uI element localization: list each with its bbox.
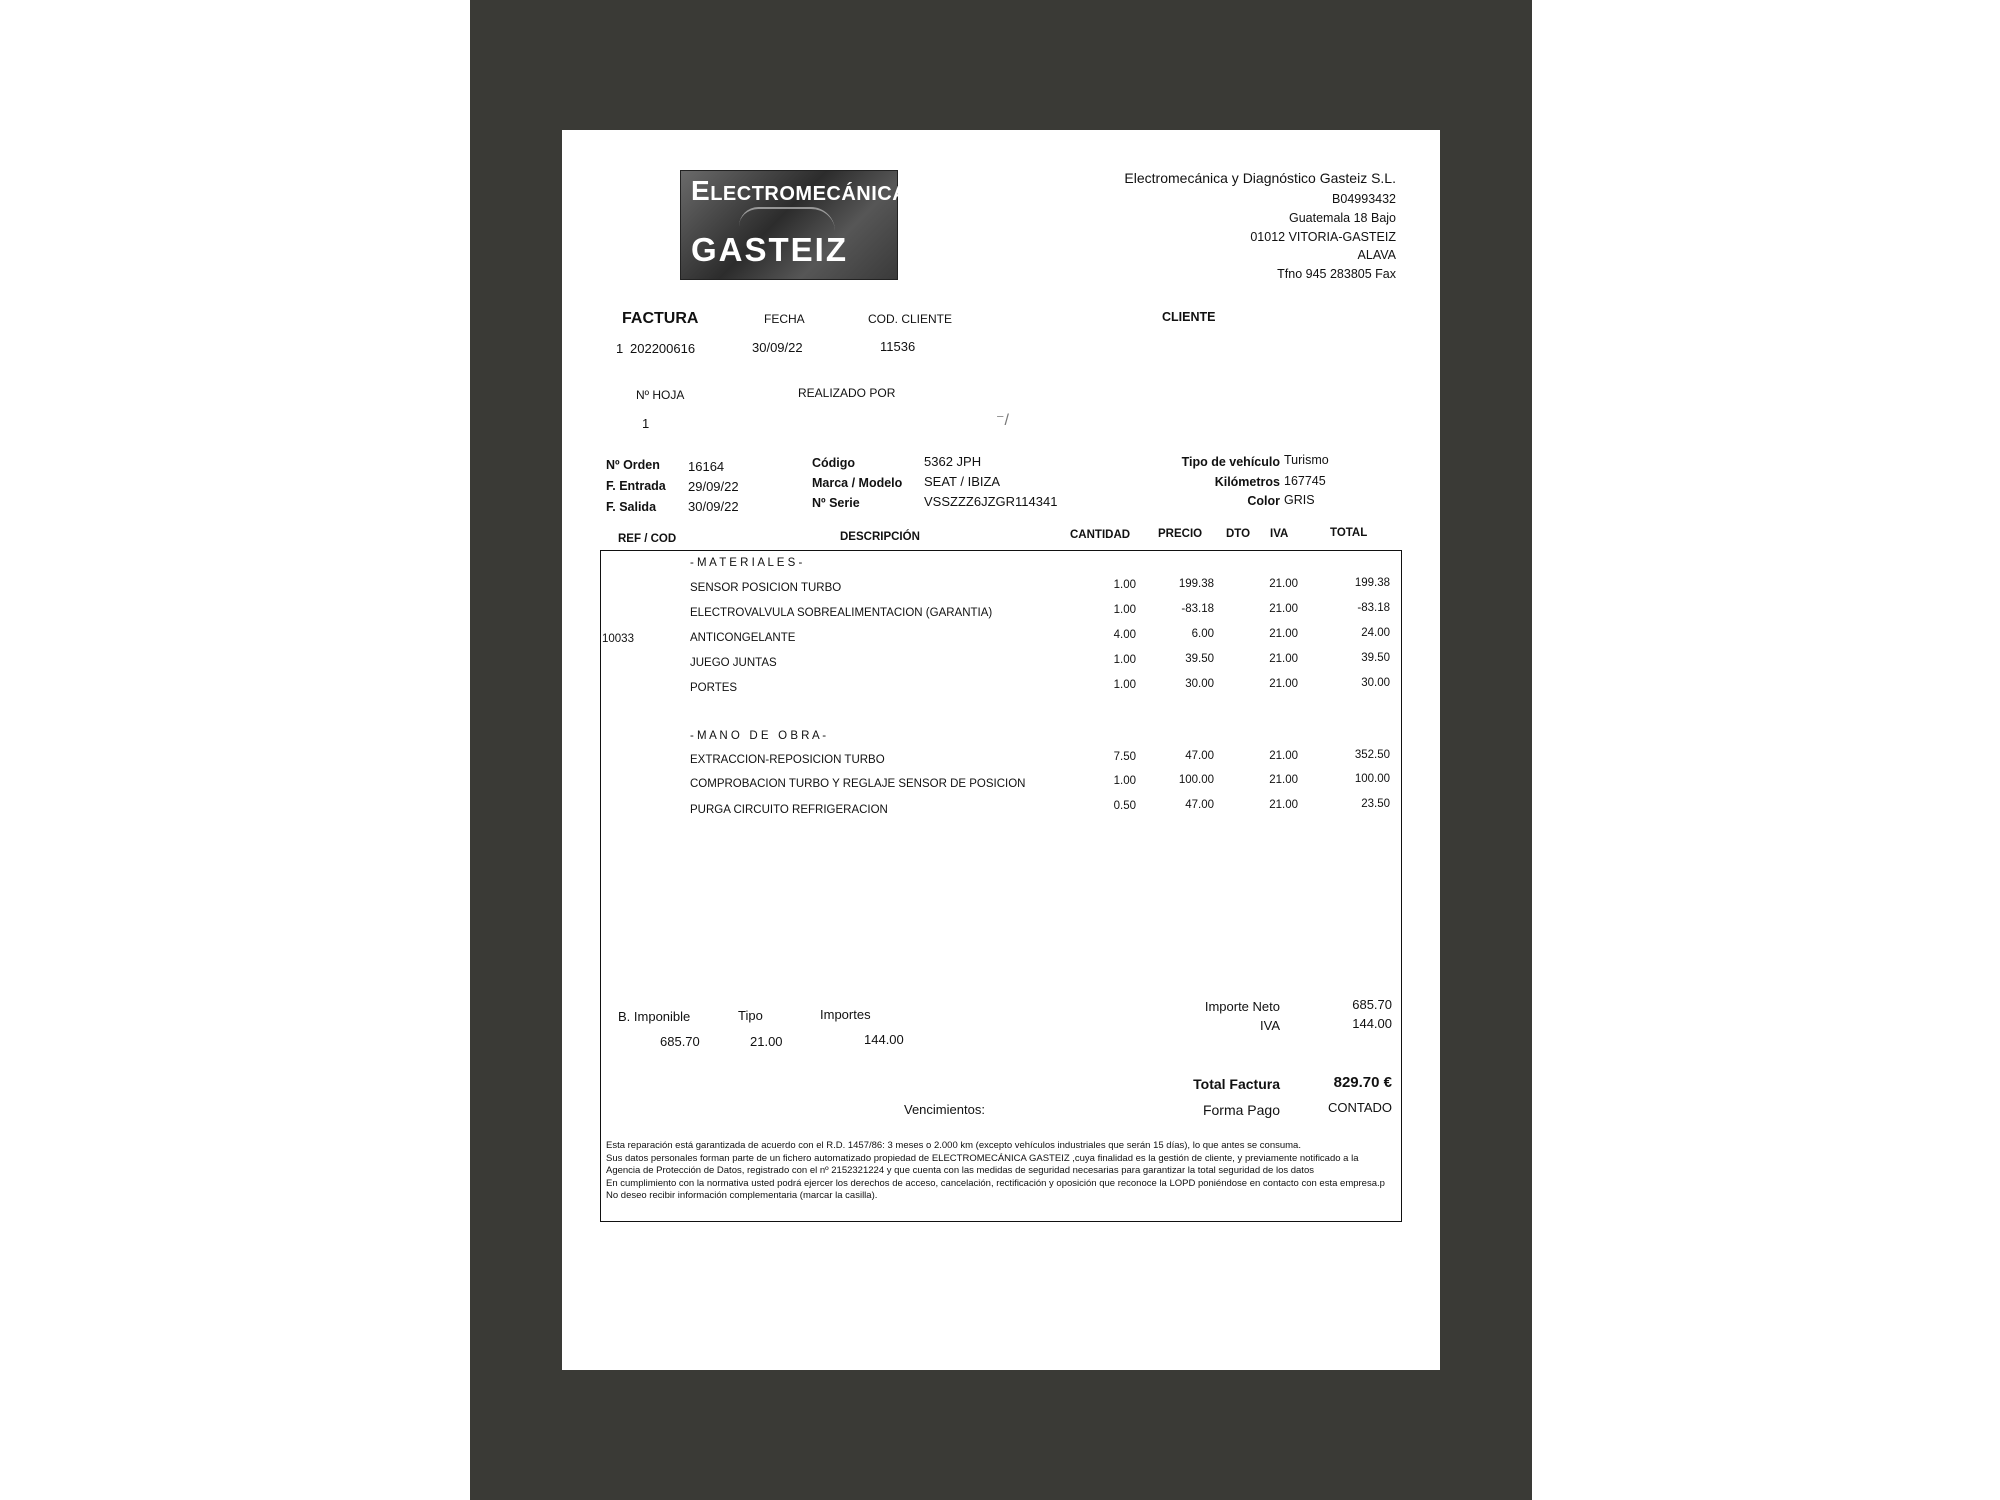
row-iva: 21.00: [1269, 653, 1298, 665]
row-total: 30.00: [1361, 677, 1390, 689]
col-cant: CANTIDAD: [1070, 529, 1131, 541]
row-iva: 21.00: [1269, 578, 1298, 590]
codigo-label: Código: [812, 456, 856, 470]
section-title: - M A N O D E O B R A -: [690, 730, 827, 742]
company-info: [1124, 170, 1396, 281]
row-precio: 6.00: [1191, 628, 1214, 640]
row-iva: 21.00: [1269, 750, 1298, 762]
row-iva: 21.00: [1269, 603, 1298, 615]
legal-paragraph: Esta reparación está garantizada de acuerdo con el R.D. 1457/86: 3 meses o 2.000 km (excepto vehículos industriales que serán 15 días), lo que antes se consuma.: [606, 1140, 1301, 1151]
col-ref: REF / COD: [618, 533, 677, 545]
row-precio: 47.00: [1185, 799, 1214, 811]
row-cant: 1.00: [1113, 654, 1136, 666]
forma-pago-label: Forma Pago: [1202, 1102, 1280, 1118]
legal-paragraph: Sus datos personales forman parte de un fichero automatizado propiedad de ELECTROMECÁNICA GASTEIZ ,cuya finalidad es la gestión de cliente, y previamente notificado a la Agencia de Protección de Datos, registrado con el nº 2152321224 y que cuenta con las medidas de seguridad necesarias para garantizar la total seguridad de los datos: [606, 1152, 1359, 1176]
col-total: TOTAL: [1330, 527, 1368, 539]
row-precio: 47.00: [1185, 750, 1214, 762]
row-desc: PURGA CIRCUITO REFRIGERACION: [690, 804, 888, 816]
total-value: 829.70 €: [1333, 1074, 1392, 1091]
legal-paragraph: En cumplimiento con la normativa usted podrá ejercer los derechos de acceso, cancelación, rectificación y oposición que reconoce la LOPD poniéndose en contacto con esta empresa.p No deseo recibir información complementaria (marcar la casilla).: [606, 1177, 1385, 1201]
total-label: Total Factura: [1193, 1076, 1280, 1092]
row-total: 352.50: [1354, 749, 1390, 761]
row-precio: 39.50: [1185, 653, 1214, 665]
salida-label: F. Salida: [606, 500, 657, 514]
salida-value: 30/09/22: [688, 499, 739, 514]
tipo-label: Tipo de vehículo: [1181, 455, 1280, 469]
factura-prefix: 1: [616, 341, 624, 356]
company-cif: B04993432: [1332, 192, 1396, 206]
logo-line-1: ELECTROMECÁNICA: [691, 175, 908, 206]
importes-value: 144.00: [864, 1032, 904, 1047]
cod-cliente-value: 11536: [880, 339, 916, 354]
tipo-value: Turismo: [1284, 453, 1329, 467]
row-cant: 4.00: [1113, 629, 1136, 641]
vencimientos-label: Vencimientos:: [904, 1102, 985, 1117]
row-total: 23.50: [1361, 798, 1390, 810]
row-total: 199.38: [1354, 577, 1390, 589]
fecha-value: 30/09/22: [752, 340, 803, 355]
company-logo: [680, 170, 908, 280]
tipo-iva-value: 21.00: [750, 1034, 783, 1049]
neto-label: Importe Neto: [1204, 999, 1280, 1014]
row-desc: COMPROBACION TURBO Y REGLAJE SENSOR DE POSICION: [690, 778, 1026, 790]
row-iva: 21.00: [1269, 678, 1298, 690]
realizado-mark: ⁻/: [996, 412, 1009, 429]
row-total: -83.18: [1357, 602, 1390, 614]
col-precio: PRECIO: [1158, 528, 1203, 540]
row-desc: ELECTROVALVULA SOBREALIMENTACION (GARANTIA): [690, 607, 993, 619]
company-province: ALAVA: [1357, 248, 1396, 262]
cliente-label: CLIENTE: [1162, 310, 1216, 324]
base-value: 685.70: [660, 1034, 700, 1049]
base-label: B. Imponible: [618, 1009, 691, 1024]
row-desc: SENSOR POSICION TURBO: [690, 582, 842, 594]
company-name: Electromecánica y Diagnóstico Gasteiz S.L.: [1124, 170, 1396, 186]
legal-text: [606, 1140, 1386, 1203]
col-dto: DTO: [1226, 528, 1251, 540]
iva-total-value: 144.00: [1352, 1016, 1392, 1031]
factura-number: 202200616: [630, 341, 696, 356]
col-iva: IVA: [1270, 528, 1289, 540]
realizado-label: REALIZADO POR: [798, 386, 896, 400]
row-desc: ANTICONGELANTE: [690, 632, 796, 644]
row-precio: 30.00: [1185, 678, 1214, 690]
row-precio: 199.38: [1178, 578, 1214, 590]
company-phone: Tfno 945 283805 Fax: [1277, 267, 1396, 281]
nhoja-label: Nº HOJA: [636, 388, 685, 402]
km-label: Kilómetros: [1214, 475, 1280, 489]
row-desc: JUEGO JUNTAS: [690, 657, 777, 669]
row-ref: 10033: [602, 633, 634, 645]
row-cant: 1.00: [1113, 579, 1136, 591]
marca-value: SEAT / IBIZA: [924, 474, 1001, 489]
row-desc: PORTES: [690, 682, 738, 694]
row-iva: 21.00: [1269, 774, 1298, 786]
iva-total-label: IVA: [1260, 1018, 1280, 1033]
nhoja-value: 1: [642, 416, 650, 431]
row-total: 24.00: [1361, 627, 1390, 639]
importes-label: Importes: [820, 1007, 871, 1022]
row-precio: -83.18: [1181, 603, 1214, 615]
row-cant: 1.00: [1113, 679, 1136, 691]
col-desc: DESCRIPCIÓN: [840, 531, 920, 543]
factura-label: FACTURA: [622, 310, 699, 327]
cod-cliente-label: COD. CLIENTE: [868, 312, 953, 326]
km-value: 167745: [1284, 474, 1326, 488]
row-desc: EXTRACCION-REPOSICION TURBO: [690, 754, 885, 766]
company-city: 01012 VITORIA-GASTEIZ: [1250, 230, 1396, 244]
row-cant: 1.00: [1113, 775, 1136, 787]
marca-label: Marca / Modelo: [812, 476, 903, 490]
forma-pago-value: CONTADO: [1327, 1100, 1392, 1115]
entrada-value: 29/09/22: [688, 479, 739, 494]
tipo-iva-label: Tipo: [738, 1008, 763, 1023]
color-label: Color: [1247, 494, 1280, 508]
serie-label: Nº Serie: [812, 496, 860, 510]
codigo-value: 5362 JPH: [924, 454, 982, 469]
row-precio: 100.00: [1178, 774, 1214, 786]
row-iva: 21.00: [1269, 628, 1298, 640]
section-title: - M A T E R I A L E S -: [690, 557, 803, 569]
serie-value: VSSZZZ6JZGR114341: [924, 494, 1058, 509]
color-value: GRIS: [1284, 493, 1315, 507]
neto-value: 685.70: [1352, 997, 1392, 1012]
logo-line-2: GASTEIZ: [691, 231, 849, 268]
items-table: [600, 550, 1402, 1222]
row-cant: 1.00: [1113, 604, 1136, 616]
company-address: Guatemala 18 Bajo: [1288, 211, 1396, 225]
orden-value: 16164: [688, 459, 725, 474]
row-total: 100.00: [1354, 773, 1390, 785]
row-iva: 21.00: [1269, 799, 1298, 811]
entrada-label: F. Entrada: [606, 479, 666, 493]
row-total: 39.50: [1361, 652, 1390, 664]
row-cant: 0.50: [1113, 800, 1136, 812]
row-cant: 7.50: [1113, 751, 1136, 763]
orden-label: Nº Orden: [606, 458, 660, 472]
fecha-label: FECHA: [764, 312, 805, 326]
invoice-page: [562, 130, 1440, 1370]
